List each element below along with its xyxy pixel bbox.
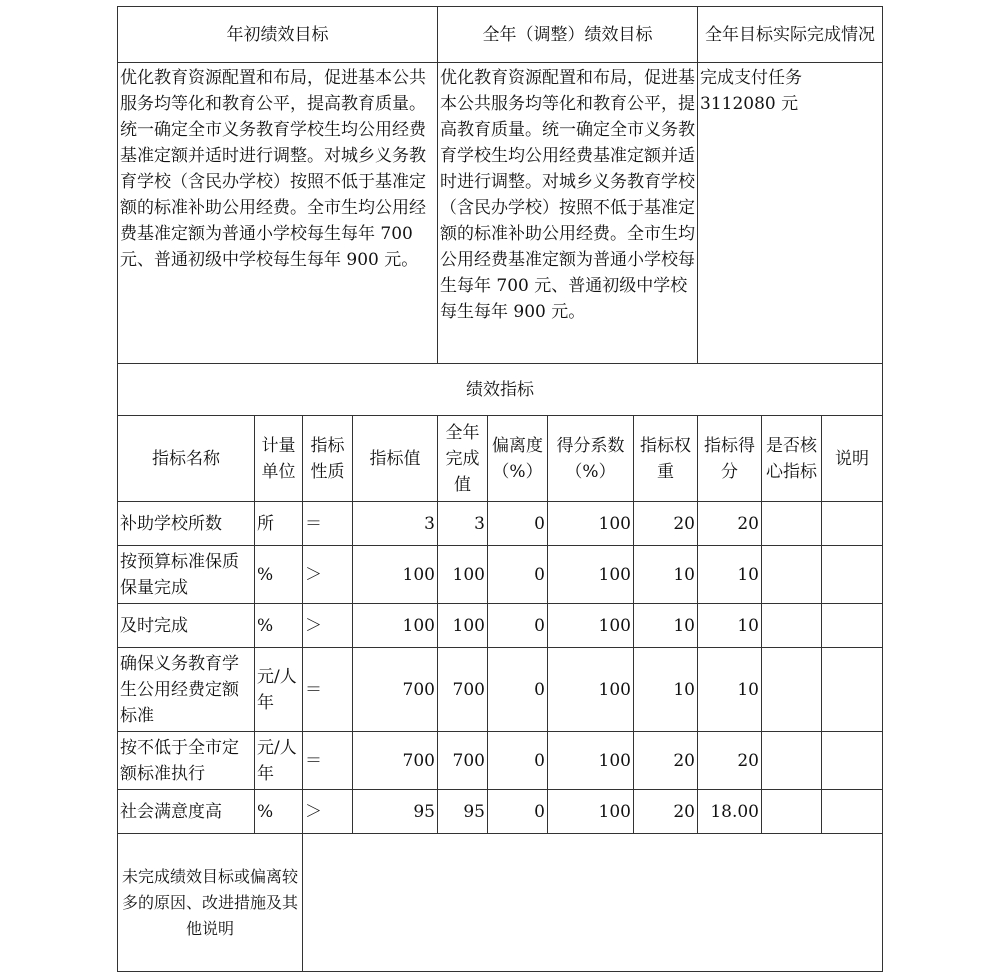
indicator-note [822,502,883,546]
col-coef-header: 得分系数（%） [548,416,634,502]
indicator-name: 社会满意度高 [118,790,255,834]
indicator-target: 700 [353,732,438,790]
indicator-note [822,546,883,604]
indicator-coef: 100 [548,790,634,834]
col-nature-header: 指标性质 [303,416,353,502]
indicator-nature: ＝ [303,648,353,732]
indicator-unit: % [255,604,303,648]
actual-completion-text: 完成支付任务 3112080 元 [698,63,883,364]
indicator-coef: 100 [548,648,634,732]
table-row [118,604,883,648]
indicator-unit: 元/人年 [255,648,303,732]
indicator-deviation: 0 [488,502,548,546]
col-unit-header: 计量单位 [255,416,303,502]
indicators-title-row [118,364,883,416]
indicator-target: 3 [353,502,438,546]
indicators-title: 绩效指标 [118,364,883,416]
col-deviation-header: 偏离度（%） [488,416,548,502]
indicator-completed: 100 [438,604,488,648]
table-row [118,732,883,790]
indicator-note [822,790,883,834]
indicator-name: 确保义务教育学生公用经费定额标准 [118,648,255,732]
indicator-unit: % [255,546,303,604]
indicator-nature: ＞ [303,604,353,648]
indicator-core [762,648,822,732]
indicator-core [762,790,822,834]
col-weight-header: 指标权重 [634,416,698,502]
footer-label: 未完成绩效目标或偏离较多的原因、改进措施及其他说明 [118,834,303,972]
indicator-name: 按不低于全市定额标准执行 [118,732,255,790]
indicator-note [822,732,883,790]
indicator-score: 10 [698,546,762,604]
indicator-weight: 20 [634,790,698,834]
indicator-coef: 100 [548,604,634,648]
indicator-note [822,604,883,648]
indicator-core [762,732,822,790]
indicator-unit: % [255,790,303,834]
indicator-completed: 700 [438,732,488,790]
initial-goal-text: 优化教育资源配置和布局，促进基本公共服务均等化和教育公平，提高教育质量。统一确定全市义务教育学校生均公用经费基准定额并适时进行调整。对城乡义务教育学校（含民办学校）按照不低于基准定额的标准补助公用经费。全市生均公用经费基准定额为普通小学校每生每年 700 元、普通初级中学校每生每年 900 元。 [118,63,438,364]
indicator-score: 20 [698,502,762,546]
indicator-weight: 10 [634,546,698,604]
indicator-completed: 3 [438,502,488,546]
indicator-completed: 700 [438,648,488,732]
indicator-target: 700 [353,648,438,732]
footer-row [118,834,883,972]
footer-content [303,834,883,972]
indicator-target: 95 [353,790,438,834]
goal-text-row [118,63,883,364]
indicator-core [762,502,822,546]
col-target-header: 指标值 [353,416,438,502]
indicator-coef: 100 [548,546,634,604]
indicator-name: 补助学校所数 [118,502,255,546]
col-completed-header: 全年完成值 [438,416,488,502]
indicator-weight: 20 [634,732,698,790]
table-row [118,648,883,732]
indicator-target: 100 [353,604,438,648]
indicator-weight: 10 [634,648,698,732]
adjusted-goal-header: 全年（调整）绩效目标 [438,7,698,63]
indicator-target: 100 [353,546,438,604]
indicator-deviation: 0 [488,790,548,834]
performance-table [117,6,883,972]
indicator-deviation: 0 [488,546,548,604]
adjusted-goal-text: 优化教育资源配置和布局，促进基本公共服务均等化和教育公平，提高教育质量。统一确定全市义务教育学校生均公用经费基准定额并适时进行调整。对城乡义务教育学校（含民办学校）按照不低于基准定额的标准补助公用经费。全市生均公用经费基准定额为普通小学校每生每年 700 元、普通初级中学校每生每年 900 元。 [438,63,698,364]
column-header-row [118,416,883,502]
indicator-nature: ＝ [303,732,353,790]
col-score-header: 指标得分 [698,416,762,502]
indicator-score: 10 [698,648,762,732]
indicator-deviation: 0 [488,648,548,732]
indicator-name: 及时完成 [118,604,255,648]
table-row [118,502,883,546]
indicator-unit: 元/人年 [255,732,303,790]
indicator-core [762,604,822,648]
indicator-completed: 95 [438,790,488,834]
goal-header-row [118,7,883,63]
indicator-completed: 100 [438,546,488,604]
indicator-core [762,546,822,604]
indicator-unit: 所 [255,502,303,546]
col-note-header: 说明 [822,416,883,502]
indicator-coef: 100 [548,502,634,546]
indicator-nature: ＞ [303,790,353,834]
indicator-weight: 20 [634,502,698,546]
indicator-score: 10 [698,604,762,648]
col-core-header: 是否核心指标 [762,416,822,502]
actual-completion-header: 全年目标实际完成情况 [698,7,883,63]
indicator-score: 20 [698,732,762,790]
table-row [118,546,883,604]
indicator-note [822,648,883,732]
indicator-name: 按预算标准保质保量完成 [118,546,255,604]
indicator-weight: 10 [634,604,698,648]
indicator-score: 18.00 [698,790,762,834]
initial-goal-header: 年初绩效目标 [118,7,438,63]
indicator-nature: ＝ [303,502,353,546]
indicator-deviation: 0 [488,732,548,790]
table-row [118,790,883,834]
indicator-nature: ＞ [303,546,353,604]
col-name-header: 指标名称 [118,416,255,502]
indicator-coef: 100 [548,732,634,790]
indicator-deviation: 0 [488,604,548,648]
